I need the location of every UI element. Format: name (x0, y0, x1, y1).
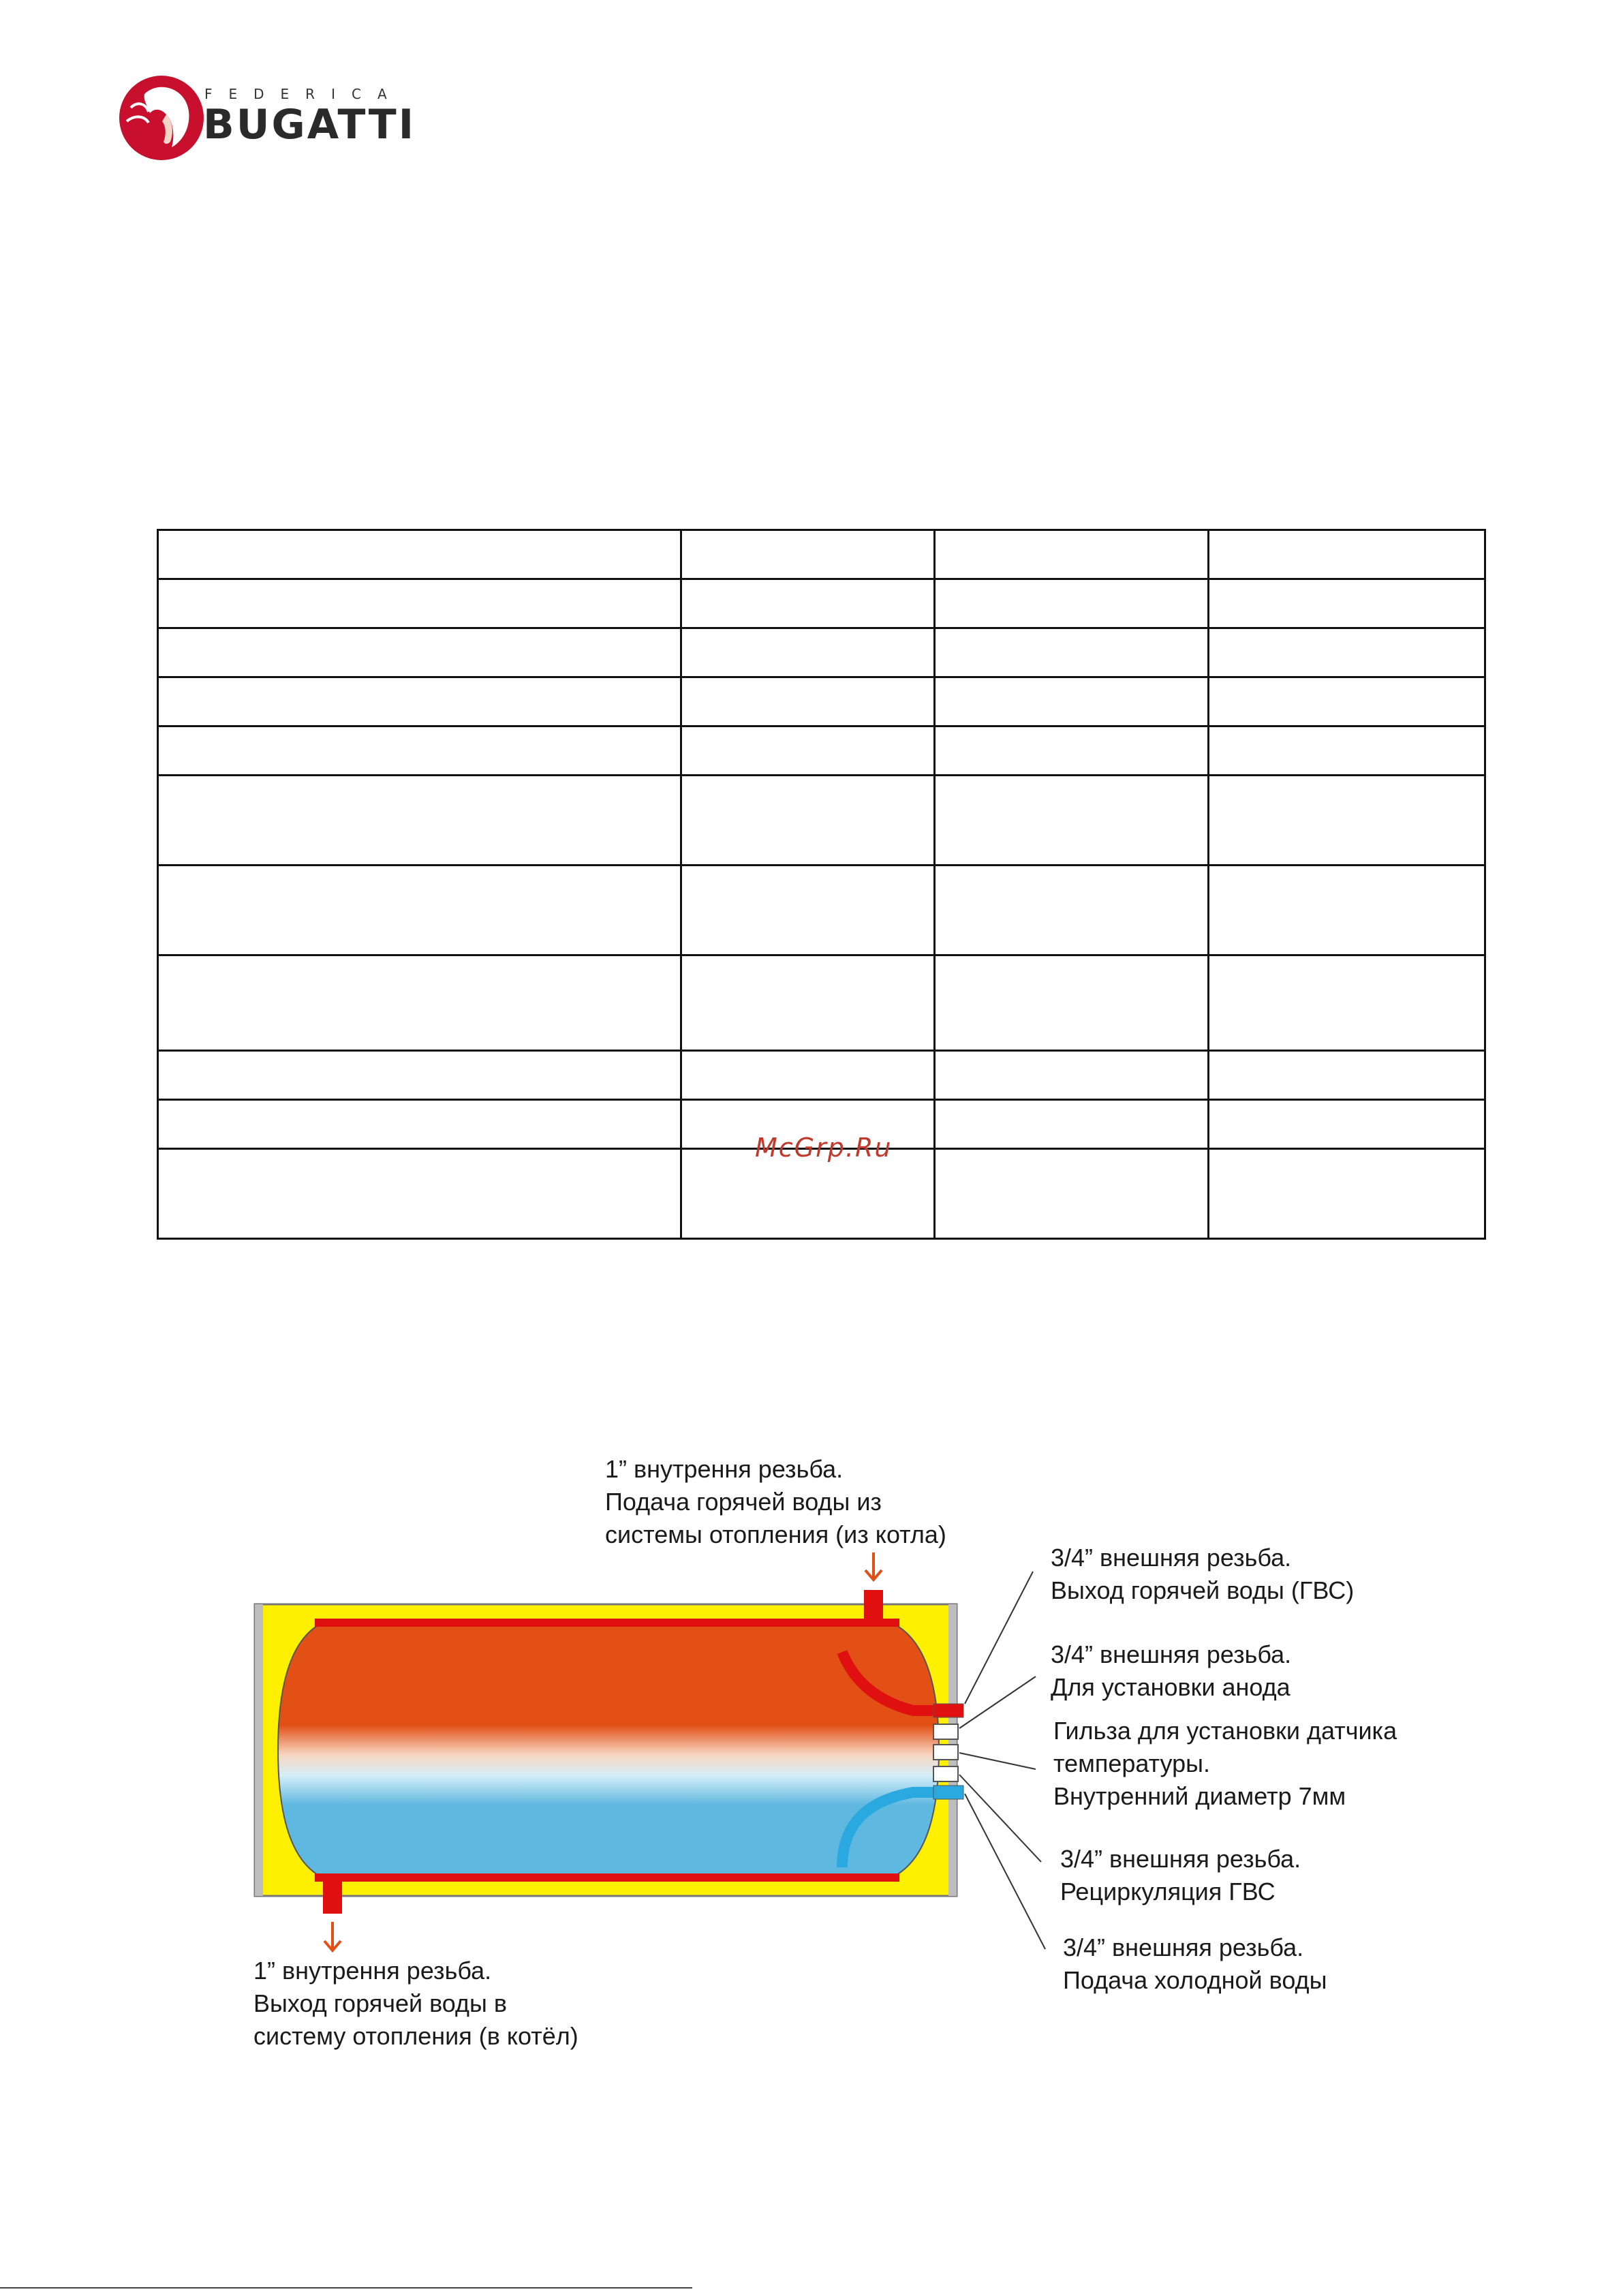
label-hot-outlet (1051, 1542, 1354, 1607)
arrow-down-icon (865, 1552, 882, 1580)
table-cell (158, 579, 681, 628)
table-cell (1209, 866, 1485, 955)
table-cell (935, 677, 1209, 726)
label-line: температуры. (1053, 1749, 1211, 1777)
tank-end-cap-left (255, 1604, 263, 1896)
label-sensor (1053, 1715, 1397, 1813)
table-cell (1209, 1100, 1485, 1149)
table-row (158, 1051, 1485, 1100)
label-line: Подача горячей воды из (605, 1488, 882, 1516)
table-row (158, 530, 1485, 579)
table-cell (158, 866, 681, 955)
table-cell (935, 579, 1209, 628)
table-cell (681, 579, 935, 628)
coil-bottom (315, 1873, 899, 1882)
table-cell (1209, 1051, 1485, 1100)
label-recirculation (1060, 1843, 1301, 1908)
leader-line (959, 1753, 1036, 1769)
table-cell (158, 628, 681, 677)
logo-emblem-icon (117, 74, 206, 162)
table-cell (681, 530, 935, 579)
water-vessel (278, 1625, 939, 1876)
table-cell (935, 726, 1209, 776)
table-cell (935, 955, 1209, 1051)
table-cell (935, 776, 1209, 866)
table-cell (1209, 628, 1485, 677)
table-cell (1209, 955, 1485, 1051)
table-cell (681, 677, 935, 726)
bottom-outlet-pipe (323, 1877, 342, 1914)
table-cell (681, 866, 935, 955)
top-inlet-pipe (864, 1590, 883, 1624)
table-cell (158, 776, 681, 866)
label-line: 3/4” внешняя резьба. (1060, 1845, 1301, 1873)
footer-divider (0, 2287, 692, 2289)
table-cell (1209, 677, 1485, 726)
label-line: 1” внутрення резьба. (253, 1957, 492, 1985)
table-row (158, 579, 1485, 628)
table-row (158, 776, 1485, 866)
table-cell (1209, 776, 1485, 866)
table-cell (935, 1100, 1209, 1149)
label-anode (1051, 1638, 1291, 1704)
table-cell (158, 726, 681, 776)
label-line: системы отопления (из котла) (605, 1520, 946, 1548)
label-line: Внутренний диаметр 7мм (1053, 1782, 1346, 1810)
label-line: систему отопления (в котёл) (253, 2022, 578, 2050)
watermark: McGrp.Ru (755, 1133, 893, 1163)
connector-sensor (933, 1745, 958, 1760)
label-bottom-outlet (253, 1955, 578, 2053)
label-cold-inlet (1063, 1931, 1327, 1997)
table-cell (681, 776, 935, 866)
leader-line (965, 1794, 1045, 1949)
table-cell (935, 866, 1209, 955)
table-cell (681, 628, 935, 677)
table-cell (935, 628, 1209, 677)
logo-title: BUGATTI (203, 101, 416, 149)
table-row (158, 677, 1485, 726)
label-line: Подача холодной воды (1063, 1966, 1327, 1994)
table-cell (1209, 530, 1485, 579)
table-cell (681, 955, 935, 1051)
label-line: Рециркуляция ГВС (1060, 1878, 1276, 1905)
table-row (158, 955, 1485, 1051)
leader-line (959, 1775, 1041, 1862)
table-cell (1209, 1149, 1485, 1239)
table-row (158, 866, 1485, 955)
label-line: 3/4” внешняя резьба. (1051, 1544, 1292, 1572)
table-cell (935, 1149, 1209, 1239)
table-cell (1209, 579, 1485, 628)
coil-top (315, 1619, 899, 1627)
table-cell (681, 726, 935, 776)
label-line: 3/4” внешняя резьба. (1063, 1933, 1304, 1961)
table-cell (681, 1051, 935, 1100)
label-line: Для установки анода (1051, 1673, 1290, 1701)
connector-hot-outlet (933, 1704, 963, 1717)
table-cell (158, 955, 681, 1051)
table-cell (935, 1051, 1209, 1100)
brand-logo (117, 74, 437, 162)
label-top-inlet (605, 1453, 946, 1551)
label-line: Выход горячей воды в (253, 1989, 508, 2017)
table-cell (158, 677, 681, 726)
connector-anode (933, 1724, 958, 1739)
table-cell (935, 530, 1209, 579)
table-cell (158, 1051, 681, 1100)
table-cell (158, 1149, 681, 1239)
label-line: Гильза для установки датчика (1053, 1717, 1397, 1745)
leader-line (965, 1572, 1033, 1704)
table-row (158, 628, 1485, 677)
leader-line (959, 1677, 1036, 1728)
connector-recirculation (933, 1766, 958, 1781)
table-cell (158, 530, 681, 579)
logo-subtitle: FEDERICA (204, 86, 403, 102)
label-line: 1” внутрення резьба. (605, 1455, 844, 1483)
connector-cold-inlet (933, 1786, 963, 1799)
table-row (158, 726, 1485, 776)
label-line: Выход горячей воды (ГВС) (1051, 1576, 1355, 1604)
table-cell (158, 1100, 681, 1149)
table-cell (1209, 726, 1485, 776)
label-line: 3/4” внешняя резьба. (1051, 1640, 1292, 1668)
arrow-down-icon (324, 1922, 341, 1950)
